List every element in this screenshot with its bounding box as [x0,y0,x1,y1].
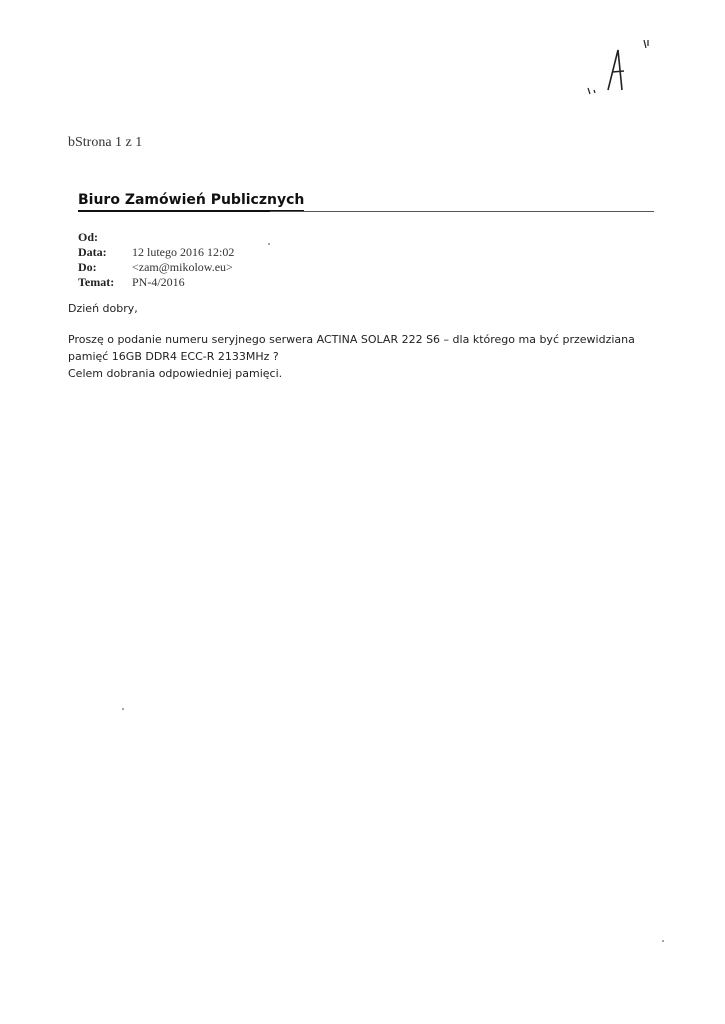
page-counter: bStrona 1 z 1 [68,135,143,150]
meta-value: <zam@mikolow.eu> [132,260,233,274]
meta-row-to [78,260,234,275]
handwritten-mark [578,38,658,98]
body-line: Celem dobrania odpowiedniej pamięci. [68,367,283,380]
body-paragraph [68,331,668,382]
scan-speck [268,243,270,245]
meta-row-subject [78,275,234,290]
meta-row-date [78,245,234,260]
scan-speck [122,708,124,710]
sender-title: Biuro Zamówień Publicznych [78,192,304,212]
meta-label: Temat: [78,275,115,289]
meta-label: Do: [78,260,97,274]
meta-label: Data: [78,245,107,259]
meta-row-from [78,230,234,245]
meta-label: Od: [78,230,99,244]
meta-value: PN-4/2016 [132,275,185,289]
greeting: Dzień dobry, [68,302,138,315]
meta-value: 12 lutego 2016 12:02 [132,245,235,259]
body-line: Proszę o podanie numeru seryjnego serwera ACTINA SOLAR 222 S6 – dla którego ma być przewidziana [68,333,635,346]
email-body [68,300,668,382]
header-divider [270,211,654,212]
body-line: pamięć 16GB DDR4 ECC-R 2133MHz ? [68,350,279,363]
scan-speck [662,940,664,942]
email-meta [78,230,234,290]
